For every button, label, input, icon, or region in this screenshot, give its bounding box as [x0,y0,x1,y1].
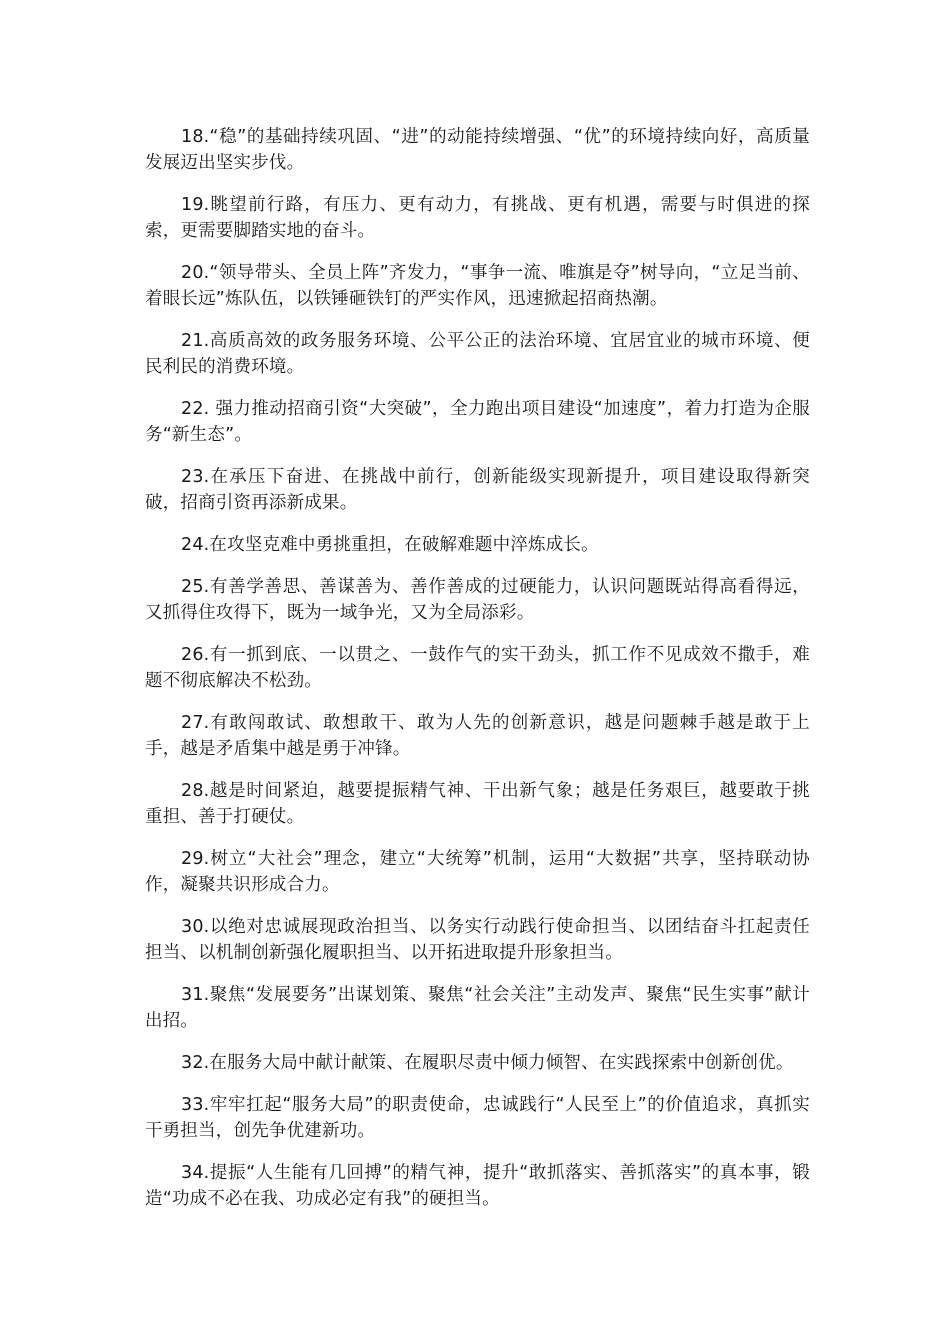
paragraph-19: 19.眺望前行路，有压力、更有动力，有挑战、更有机遇，需要与时俱进的探索，更需要脚踏实地的奋斗。 [145,195,810,241]
paragraph-25: 25.有善学善思、善谋善为、善作善成的过硬能力，认识问题既站得高看得远，又抓得住攻得下，既为一域争光，又为全局添彩。 [145,577,810,623]
paragraph-21: 21.高质高效的政务服务环境、公平公正的法治环境、宜居宜业的城市环境、便民利民的消费环境。 [145,331,810,377]
paragraph-29: 29.树立“大社会”理念，建立“大统筹”机制，运用“大数据”共享，坚持联动协作，凝聚共识形成合力。 [145,849,810,895]
paragraph-31: 31.聚焦“发展要务”出谋划策、聚焦“社会关注”主动发声、聚焦“民生实事”献计出招。 [145,985,810,1031]
paragraph-26: 26.有一抓到底、一以贯之、一鼓作气的实干劲头，抓工作不见成效不撒手，难题不彻底解决不松劲。 [145,645,810,691]
paragraph-32: 32.在服务大局中献计献策、在履职尽责中倾力倾智、在实践探索中创新创优。 [181,1053,794,1073]
paragraph-22: 22. 强力推动招商引资“大突破”，全力跑出项目建设“加速度”，着力打造为企服务“新生态”。 [145,399,810,445]
paragraph-28: 28.越是时间紧迫，越要提振精气神、干出新气象；越是任务艰巨，越要敢于挑重担、善于打硬仗。 [145,781,810,827]
paragraph-34: 34.提振“人生能有几回搏”的精气神，提升“敢抓落实、善抓落实”的真本事，锻造“功成不必在我、功成必定有我”的硬担当。 [145,1163,810,1209]
paragraph-24: 24.在攻坚克难中勇挑重担，在破解难题中淬炼成长。 [181,535,599,555]
paragraph-27: 27.有敢闯敢试、敢想敢干、敢为人先的创新意识，越是问题棘手越是敢于上手，越是矛盾集中越是勇于冲锋。 [145,713,810,759]
paragraph-20: 20.“领导带头、全员上阵”齐发力，“事争一流、唯旗是夺”树导向，“立足当前、着眼长远”炼队伍，以铁锤砸铁钉的严实作风，迅速掀起招商热潮。 [145,263,810,309]
document-body [145,124,810,1228]
paragraph-33: 33.牢牢扛起“服务大局”的职责使命，忠诚践行“人民至上”的价值追求，真抓实干勇担当，创先争优建新功。 [145,1095,810,1141]
paragraph-18: 18.“稳”的基础持续巩固、“进”的动能持续增强、“优”的环境持续向好，高质量发展迈出坚实步伐。 [145,127,810,173]
paragraph-30: 30.以绝对忠诚展现政治担当、以务实行动践行使命担当、以团结奋斗扛起责任担当、以机制创新强化履职担当、以开拓进取提升形象担当。 [145,917,810,963]
paragraph-23: 23.在承压下奋进、在挑战中前行，创新能级实现新提升，项目建设取得新突破，招商引资再添新成果。 [145,467,810,513]
